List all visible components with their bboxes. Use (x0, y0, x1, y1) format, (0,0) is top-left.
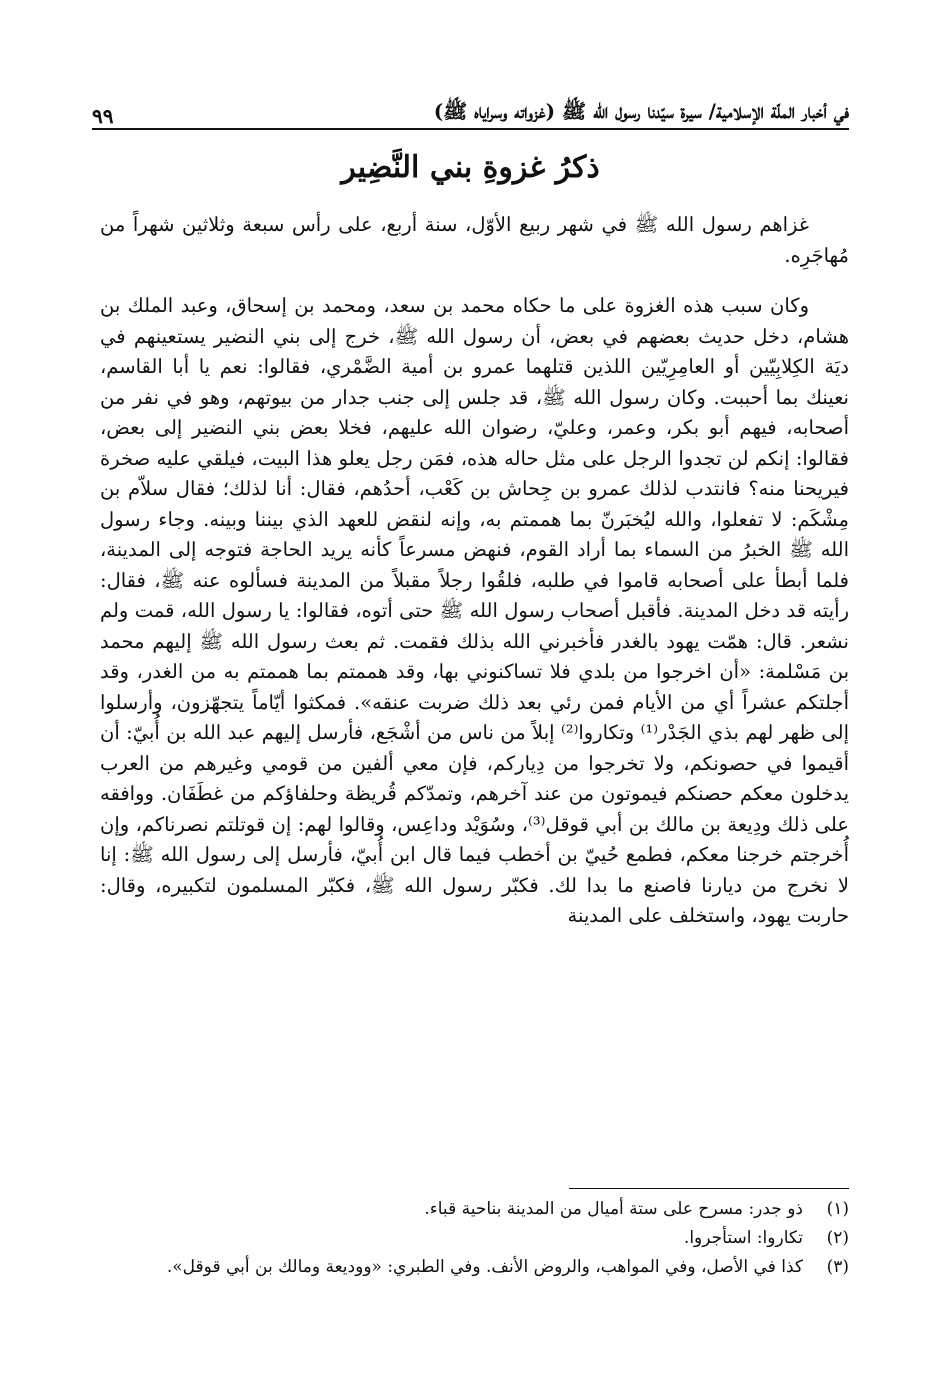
header-divider (92, 128, 849, 130)
footnote-text: كذا في الأصل، وفي المواهب، والروض الأنف. وفي الطبري: «ووديعة ومالك بن أبي قوقل». (166, 1257, 803, 1277)
footnote-text: ذو جدر: مسرح على ستة أميال من المدينة بناحية قباء. (424, 1199, 803, 1219)
page-number: ٩٩ (92, 104, 114, 128)
footnote-text: تكاروا: استأجروا. (683, 1228, 803, 1248)
footnote-number: (٢) (826, 1228, 849, 1248)
body-text (100, 210, 849, 932)
footnotes (100, 1195, 849, 1282)
footnote (100, 1253, 849, 1282)
footnote (100, 1224, 849, 1253)
chapter-title: ذكرُ غزوةِ بني النَّضِير (341, 150, 600, 185)
paragraph: وكان سبب هذه الغزوة على ما حكاه محمد بن سعد، ومحمد بن إسحاق، وعبد الملك بن هشام، دخل حديث بعضهم في بعض، أن رسول الله ﷺ، خرج إلى بني النضير يستعينهم في ديَة الكِلابِيّين أو العامِرِيّين اللذين قتلهما عمرو بن أمية الضَّمْري، فقالوا: نعم يا أبا القاسم، نعينك بما أحببت. وكان رسول الله ﷺ، قد جلس إلى جنب جدار من بيوتهم، وهو في نفر من أصحابه، فيهم أبو بكر، وعمر، وعليّ، رضوان الله عليهم، فخلا بعض بني النضير إلى بعض، فقالوا: إنكم لن تجدوا الرجل على مثل حاله هذه، فمَن رجل يعلو هذا البيت، فيلقي عليه صخرة فيريحنا منه؟ فانتدب لذلك عمرو بن جِحاش بن كَعْب، أحدُهم، فقال: أنا لذلك؛ فقال سلاّم بن مِشْكَم: لا تفعلوا، والله ليُخبَرنّ بما هممتم به، وإنه لنقض للعهد الذي بيننا وبينه. وجاء رسول الله ﷺ الخبرُ من السماء بما أراد القوم، فنهض مسرعاً كأنه يريد الحاجة فتوجه إلى المدينة، فلما أبطأ على أصحابه قاموا في طلبه، فلقُوا رجلاً مقبلاً من المدينة فسألوه عنه ﷺ، فقال: رأيته قد دخل المدينة. فأقبل أصحاب رسول الله ﷺ حتى أتوه، فقالوا: يا رسول الله، قمت ولم نشعر. قال: همّت يهود بالغدر فأخبرني الله بذلك فقمت. ثم بعث رسول الله ﷺ إليهم محمد بن مَسْلمة: «أن اخرجوا من بلدي فلا تساكنوني بها، وقد هممتم بما هممتم به من الغدر، وقد أجلتكم عشراً أي من الأيام فمن رئي بعد ذلك ضربت عنقه». فمكثوا أيّاماً يتجهّزون، وأرسلوا إلى ظهر لهم بذي الجَدْر⁽¹⁾ وتكاروا⁽²⁾ إبلاً من ناس من أشْجَع، فأرسل إليهم عبد الله بن أُبيّ: أن أقيموا في حصونكم، ولا تخرجوا من دِياركم، فإن معي ألفين من قومي وغيرهم من العرب يدخلون معكم حصنكم فيموتون من عند آخرهم، وتمدّكم قُريظة وحلفاؤكم من غطَفَان. ووافقه على ذلك ودِيعة بن مالك بن أبي قوقل⁽³⁾، وسُوَيْد وداعِس، وقالوا لهم: إن قوتلتم نصرناكم، وإن أُخرجتم خرجنا معكم، فطمع حُييّ بن أخطب فيما قال ابن أُبيّ، فأرسل إلى رسول الله ﷺ: إنا لا نخرج من ديارنا فاصنع ما بدا لك. فكبّر رسول الله ﷺ، فكبّر المسلمون لتكبيره، وقال: حاربت يهود، واستخلف على المدينة (100, 294, 850, 927)
footnote-divider (569, 1188, 849, 1189)
footnote-number: (٣) (826, 1257, 849, 1277)
header-title: في أخبار الملّة الإسلامية/ سيرة سيّدنا رسول الله ﷺ (غزواته وسراياه ﷺ) (433, 99, 849, 123)
footnote-number: (١) (826, 1199, 849, 1219)
running-header (92, 88, 849, 128)
paragraph: غزاهم رسول الله ﷺ في شهر ربيع الأوّل، سنة أربع، على رأس سبعة وثلاثين شهراً من مُهاجَرِه. (100, 213, 849, 267)
footnote (100, 1195, 849, 1224)
